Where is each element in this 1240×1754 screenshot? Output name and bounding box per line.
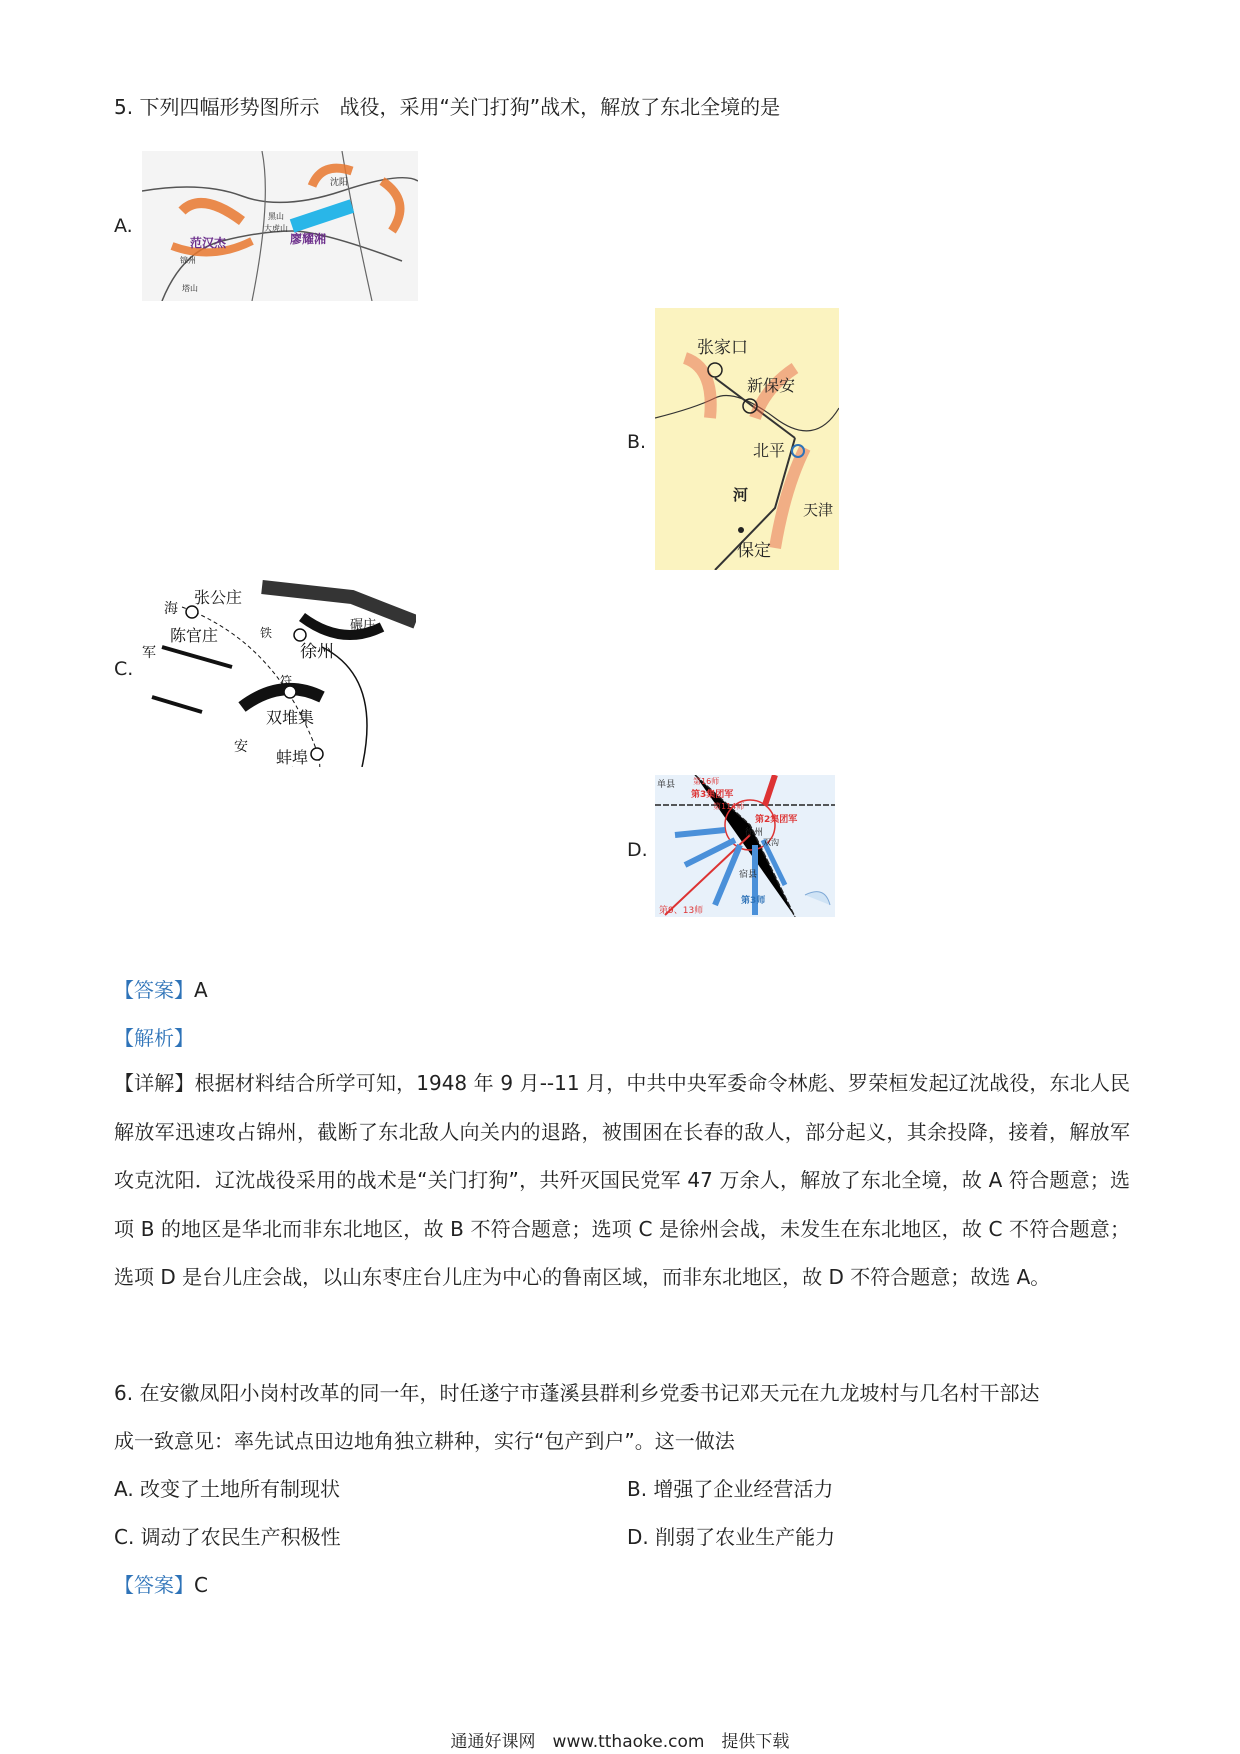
map-b-label-zhangjiakou: 张家口 <box>697 338 748 358</box>
map-c-label-chenguanzhuang: 陈官庄 <box>170 626 219 645</box>
q6-answer-value: C <box>194 1573 208 1597</box>
map-d-label-3jituanjun: 第3集团军 <box>691 790 734 800</box>
q6-option-a: A. 改变了土地所有制现状 <box>114 1477 341 1501</box>
map-c-label-tie: 铁 <box>260 626 273 640</box>
map-d-label-3shi: 第3师 <box>741 896 766 906</box>
q5-answer-tag: 【答案】 <box>114 978 194 1002</box>
map-a-label-fanhanjie: 范汉杰 <box>190 236 227 250</box>
q5-map-c <box>142 577 416 767</box>
q5-map-b <box>655 308 839 570</box>
map-c-label-shuangduiji: 双堆集 <box>266 708 315 727</box>
q6-option-c: C. 调动了农民生产积极性 <box>114 1525 341 1549</box>
map-a-label-dahushan: 大虎山 <box>264 224 288 233</box>
q6-option-d: D. 削弱了农业生产能力 <box>627 1525 836 1549</box>
map-a-label-liaoyaoxiang: 廖耀湘 <box>290 232 327 246</box>
q5-option-d-label: D. <box>627 839 648 861</box>
map-c-label-jun: 军 <box>142 645 156 661</box>
map-a-label-heishan: 黑山 <box>268 212 284 221</box>
map-c-label-zhanggongzhuang: 张公庄 <box>194 588 243 607</box>
map-c-label-bengbu: 蚌埠 <box>276 748 309 767</box>
map-c-label-an: 安 <box>234 739 248 755</box>
map-d-label-suxian: 宿县 <box>739 870 758 880</box>
map-d-label-danxian: 单县 <box>657 780 676 790</box>
map-a-label-tashan: 塔山 <box>182 284 198 293</box>
q6-stem-line2: 成一致意见：率先试点田边地角独立耕种，实行“包产到户”。这一做法 <box>114 1429 735 1453</box>
q5-detail-text: 根据材料结合所学可知，1948 年 9 月--11 月，中共中央军委命令林彪、罗荣桓发起辽沈战役，东北人民解放军迅速攻占锦州，截断了东北敌人向关内的退路，被围困在长春的敌人，部分起义，其余投降，接着，解放军攻克沈阳．辽沈战役采用的战术是“关门打狗”，共歼灭国民党军 47 万余人，解放了东北全境，故 A 符合题意；选项 B 的地区是华北而非东北地区，故 B 不符合题意；选项 C 是徐州会战，未发生在东北地区，故 C 不符合题意；选项 D 是台儿庄会战，以山东枣庄台儿庄为中心的鲁南区域，而非东北地区，故 D 不符合题意；故选 A。 <box>114 1071 1131 1289</box>
map-d-label-2jituanjun: 第2集团军 <box>755 815 798 825</box>
map-c-label-hai: 海 <box>164 601 178 617</box>
map-d-label-xuzhou: 徐州 <box>745 828 764 838</box>
map-d-label-16shi: 第16师 <box>693 777 720 786</box>
q5-stem: 5. 下列四幅形势图所示 战役，采用“关门打狗”战术，解放了东北全境的是 <box>114 95 781 119</box>
q6-stem-line1: 6. 在安徽凤阳小岗村改革的同一年，时任遂宁市蓬溪县群利乡党委书记邓天元在九龙坡村与几名村干部达 <box>114 1381 1040 1405</box>
map-a-label-jinzhou: 锦州 <box>180 256 196 265</box>
q6-answer-tag: 【答案】 <box>114 1573 194 1597</box>
map-b-label-beiping: 北平 <box>753 441 786 460</box>
map-a-label-shenyang: 沈阳 <box>330 178 349 188</box>
q5-detail-paragraph <box>114 1059 1130 1302</box>
q5-option-a-label: A. <box>114 215 133 237</box>
map-d-label-shuanggou: 双沟 <box>763 838 779 847</box>
q5-option-b-label: B. <box>627 431 647 453</box>
q5-option-c-label: C. <box>114 658 134 680</box>
q5-detail-tag: 【详解】 <box>114 1071 195 1095</box>
map-b-label-baoding: 保定 <box>737 541 771 561</box>
map-b-label-he: 河 <box>733 486 749 504</box>
q5-map-a <box>142 151 418 301</box>
map-b-label-tianjin: 天津 <box>803 501 834 519</box>
q6-option-b: B. 增强了企业经营活力 <box>627 1477 834 1501</box>
q5-analysis-tag: 【解析】 <box>114 1026 194 1050</box>
map-b-label-xinbaoan: 新保安 <box>747 376 796 395</box>
map-d-label-9-13shi: 第9、13师 <box>659 906 704 916</box>
q5-answer-line <box>114 976 208 1004</box>
q5-map-d <box>655 775 835 917</box>
q5-answer-value: A <box>194 978 208 1002</box>
map-c-label-nianzhuang: 碾庄 <box>350 618 377 633</box>
map-c-label-fu: 符 <box>280 674 293 688</box>
map-c-label-xuzhou: 徐州 <box>300 642 334 662</box>
q6-answer-line <box>114 1571 208 1599</box>
page-footer: 通通好课网 www.tthaoke.com 提供下载 <box>450 1732 790 1752</box>
map-d-label-114shi: 第114师 <box>713 802 745 811</box>
